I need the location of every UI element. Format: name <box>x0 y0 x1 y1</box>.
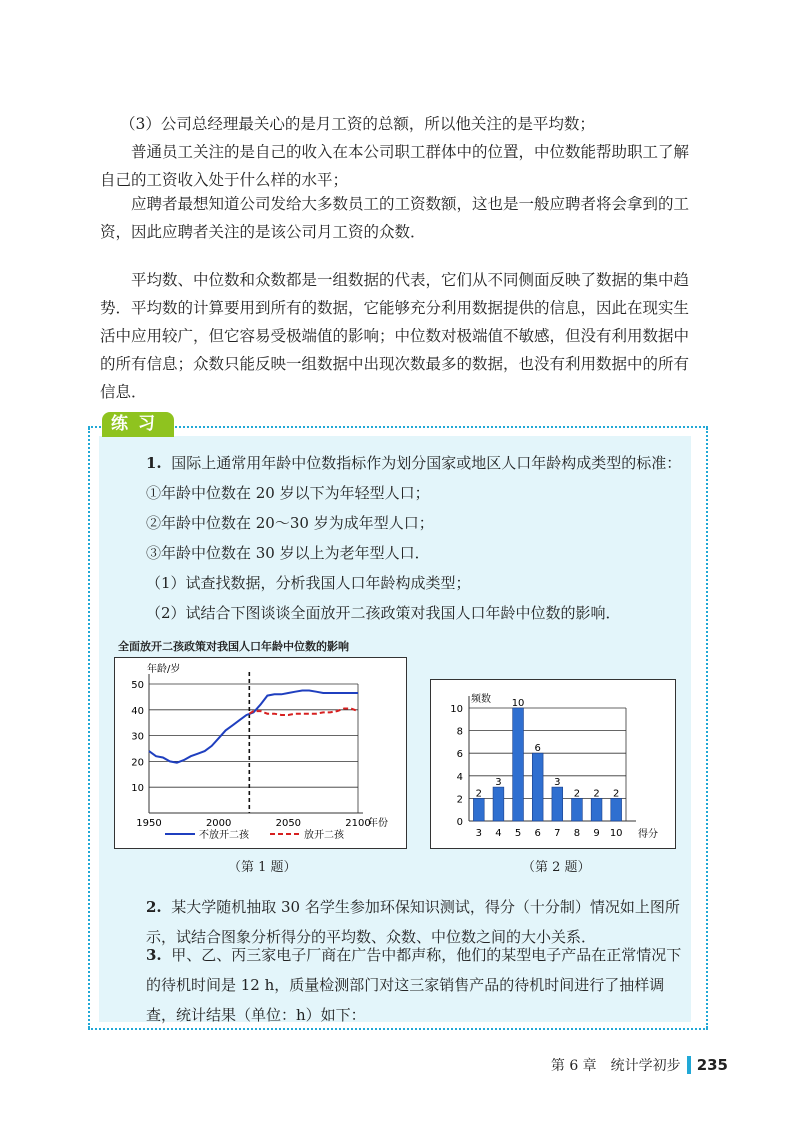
chapter-label: 第 6 章 统计学初步 <box>550 1058 681 1074</box>
chart-1-box <box>114 657 407 849</box>
y-axis-label: 年龄/岁 <box>147 664 181 675</box>
x-tick-label: 6 <box>534 828 541 839</box>
bar-value-label: 2 <box>475 788 482 800</box>
x-tick-label: 9 <box>593 828 600 839</box>
bar <box>591 798 602 821</box>
x-tick-label: 10 <box>609 828 623 839</box>
bar <box>493 787 504 821</box>
question-2-text: 某大学随机抽取 30 名学生参加环保知识测试，得分（十分制）情况如上图所示，试结合图象分析得分的平均数、众数、中位数之间的大小关系． <box>146 898 680 946</box>
x-tick-label: 4 <box>495 828 502 839</box>
x-tick-label: 2050 <box>275 818 302 829</box>
bar <box>473 798 484 821</box>
x-tick-label: 7 <box>554 828 561 839</box>
bar <box>532 753 543 821</box>
caption-2: （第 2 题） <box>522 860 591 875</box>
line-chart <box>115 658 406 848</box>
series-line <box>149 691 358 763</box>
x-tick-label: 2100 <box>345 818 371 829</box>
question-2-number: 2. <box>146 898 162 916</box>
bar-value-label: 2 <box>573 788 581 800</box>
y-tick-label: 8 <box>456 726 463 738</box>
x-tick-label: 8 <box>573 828 581 839</box>
y-tick-label: 0 <box>456 817 463 828</box>
bar-value-label: 3 <box>554 777 561 789</box>
question-1-item: ③年龄中位数在 30 岁以上为老年型人口． <box>146 544 430 562</box>
x-tick-label: 5 <box>514 828 522 839</box>
bar <box>552 787 563 821</box>
y-tick-label: 10 <box>450 704 463 715</box>
x-axis-label: 得分 <box>638 829 658 840</box>
question-1-number: 1. <box>146 454 162 472</box>
y-tick-label: 2 <box>456 794 463 806</box>
legend-label: 不放开二孩 <box>199 830 249 841</box>
y-tick-label: 6 <box>456 749 463 761</box>
paragraph-4: 平均数、中位数和众数都是一组数据的代表，它们从不同侧面反映了数据的集中趋势．平均数的计算要用到所有的数据，它能够充分利用数据提供的信息，因此在现实生活中应用较广，但它容易受极端值的影响；中位数对极端值不敏感，但没有利用数据中的所有信息；众数只能反映一组数据中出现次数最多的数据，也没有利用数据中的所有信息． <box>100 271 690 401</box>
bar-chart <box>431 680 675 848</box>
question-1-item: ①年龄中位数在 20 岁以下为年轻型人口； <box>146 484 430 502</box>
y-tick-label: 20 <box>131 757 144 769</box>
x-tick-label: 1950 <box>136 818 162 829</box>
question-1-item: （1）试查找数据，分析我国人口年龄构成类型； <box>146 574 471 592</box>
x-axis-label: 年份 <box>368 818 388 829</box>
legend-label: 放开二孩 <box>304 830 344 841</box>
y-axis-label: 频数 <box>471 694 491 705</box>
y-tick-label: 40 <box>131 705 144 717</box>
bar-value-label: 2 <box>593 788 600 800</box>
x-tick-label: 2000 <box>205 818 232 829</box>
page-number: 235 <box>687 1056 728 1074</box>
page-footer <box>551 1055 728 1075</box>
question-3-stem <box>112 940 684 1030</box>
bar-value-label: 10 <box>511 698 525 709</box>
question-1-item: （2）试结合下图谈谈全面放开二孩政策对我国人口年龄中位数的影响． <box>146 604 621 622</box>
question-3-number: 3. <box>146 946 162 964</box>
paragraph-2: 普通员工关注的是自己的收入在本公司职工群体中的位置，中位数能帮助职工了解自己的工资收入处于什么样的水平； <box>100 143 690 189</box>
y-tick-label: 30 <box>131 731 144 743</box>
question-1-text: 国际上通常用年龄中位数指标作为划分国家或地区人口年龄构成类型的标准： <box>171 454 682 472</box>
question-1 <box>112 448 684 628</box>
question-1-item: ②年龄中位数在 20～30 岁为成年型人口； <box>146 514 434 532</box>
bar-value-label: 3 <box>495 777 502 789</box>
chart-1-title: 全面放开二孩政策对我国人口年龄中位数的影响 <box>118 640 349 653</box>
question-1-stem <box>112 448 684 478</box>
caption-1: （第 1 题） <box>228 860 297 875</box>
bar <box>572 798 583 821</box>
bar <box>611 798 622 821</box>
y-tick-label: 10 <box>131 783 144 795</box>
paragraph-1-text: （3）公司总经理最关心的是月工资的总额，所以他关注的是平均数； <box>120 115 595 133</box>
question-3-text: 甲、乙、丙三家电子厂商在广告中都声称，他们的某型电子产品在正常情况下的待机时间是 12 h，质量检测部门对这三家销售产品的待机时间进行了抽样调查，统计结果（单位：h）如下： <box>146 946 682 1024</box>
y-tick-label: 4 <box>456 771 463 783</box>
paragraph-1 <box>100 110 700 138</box>
chart-2-box <box>430 679 676 849</box>
question-3 <box>112 940 684 1030</box>
paragraph-3: 应聘者最想知道公司发给大多数员工的工资数额，这也是一般应聘者将会拿到的工资，因此应聘者关注的是该公司月工资的众数． <box>100 195 690 241</box>
bar-value-label: 6 <box>534 743 541 755</box>
exercise-tag: 练习 <box>102 412 174 437</box>
bar-value-label: 2 <box>613 788 620 800</box>
x-tick-label: 3 <box>475 828 482 839</box>
y-tick-label: 50 <box>131 680 144 691</box>
bar <box>513 708 524 821</box>
